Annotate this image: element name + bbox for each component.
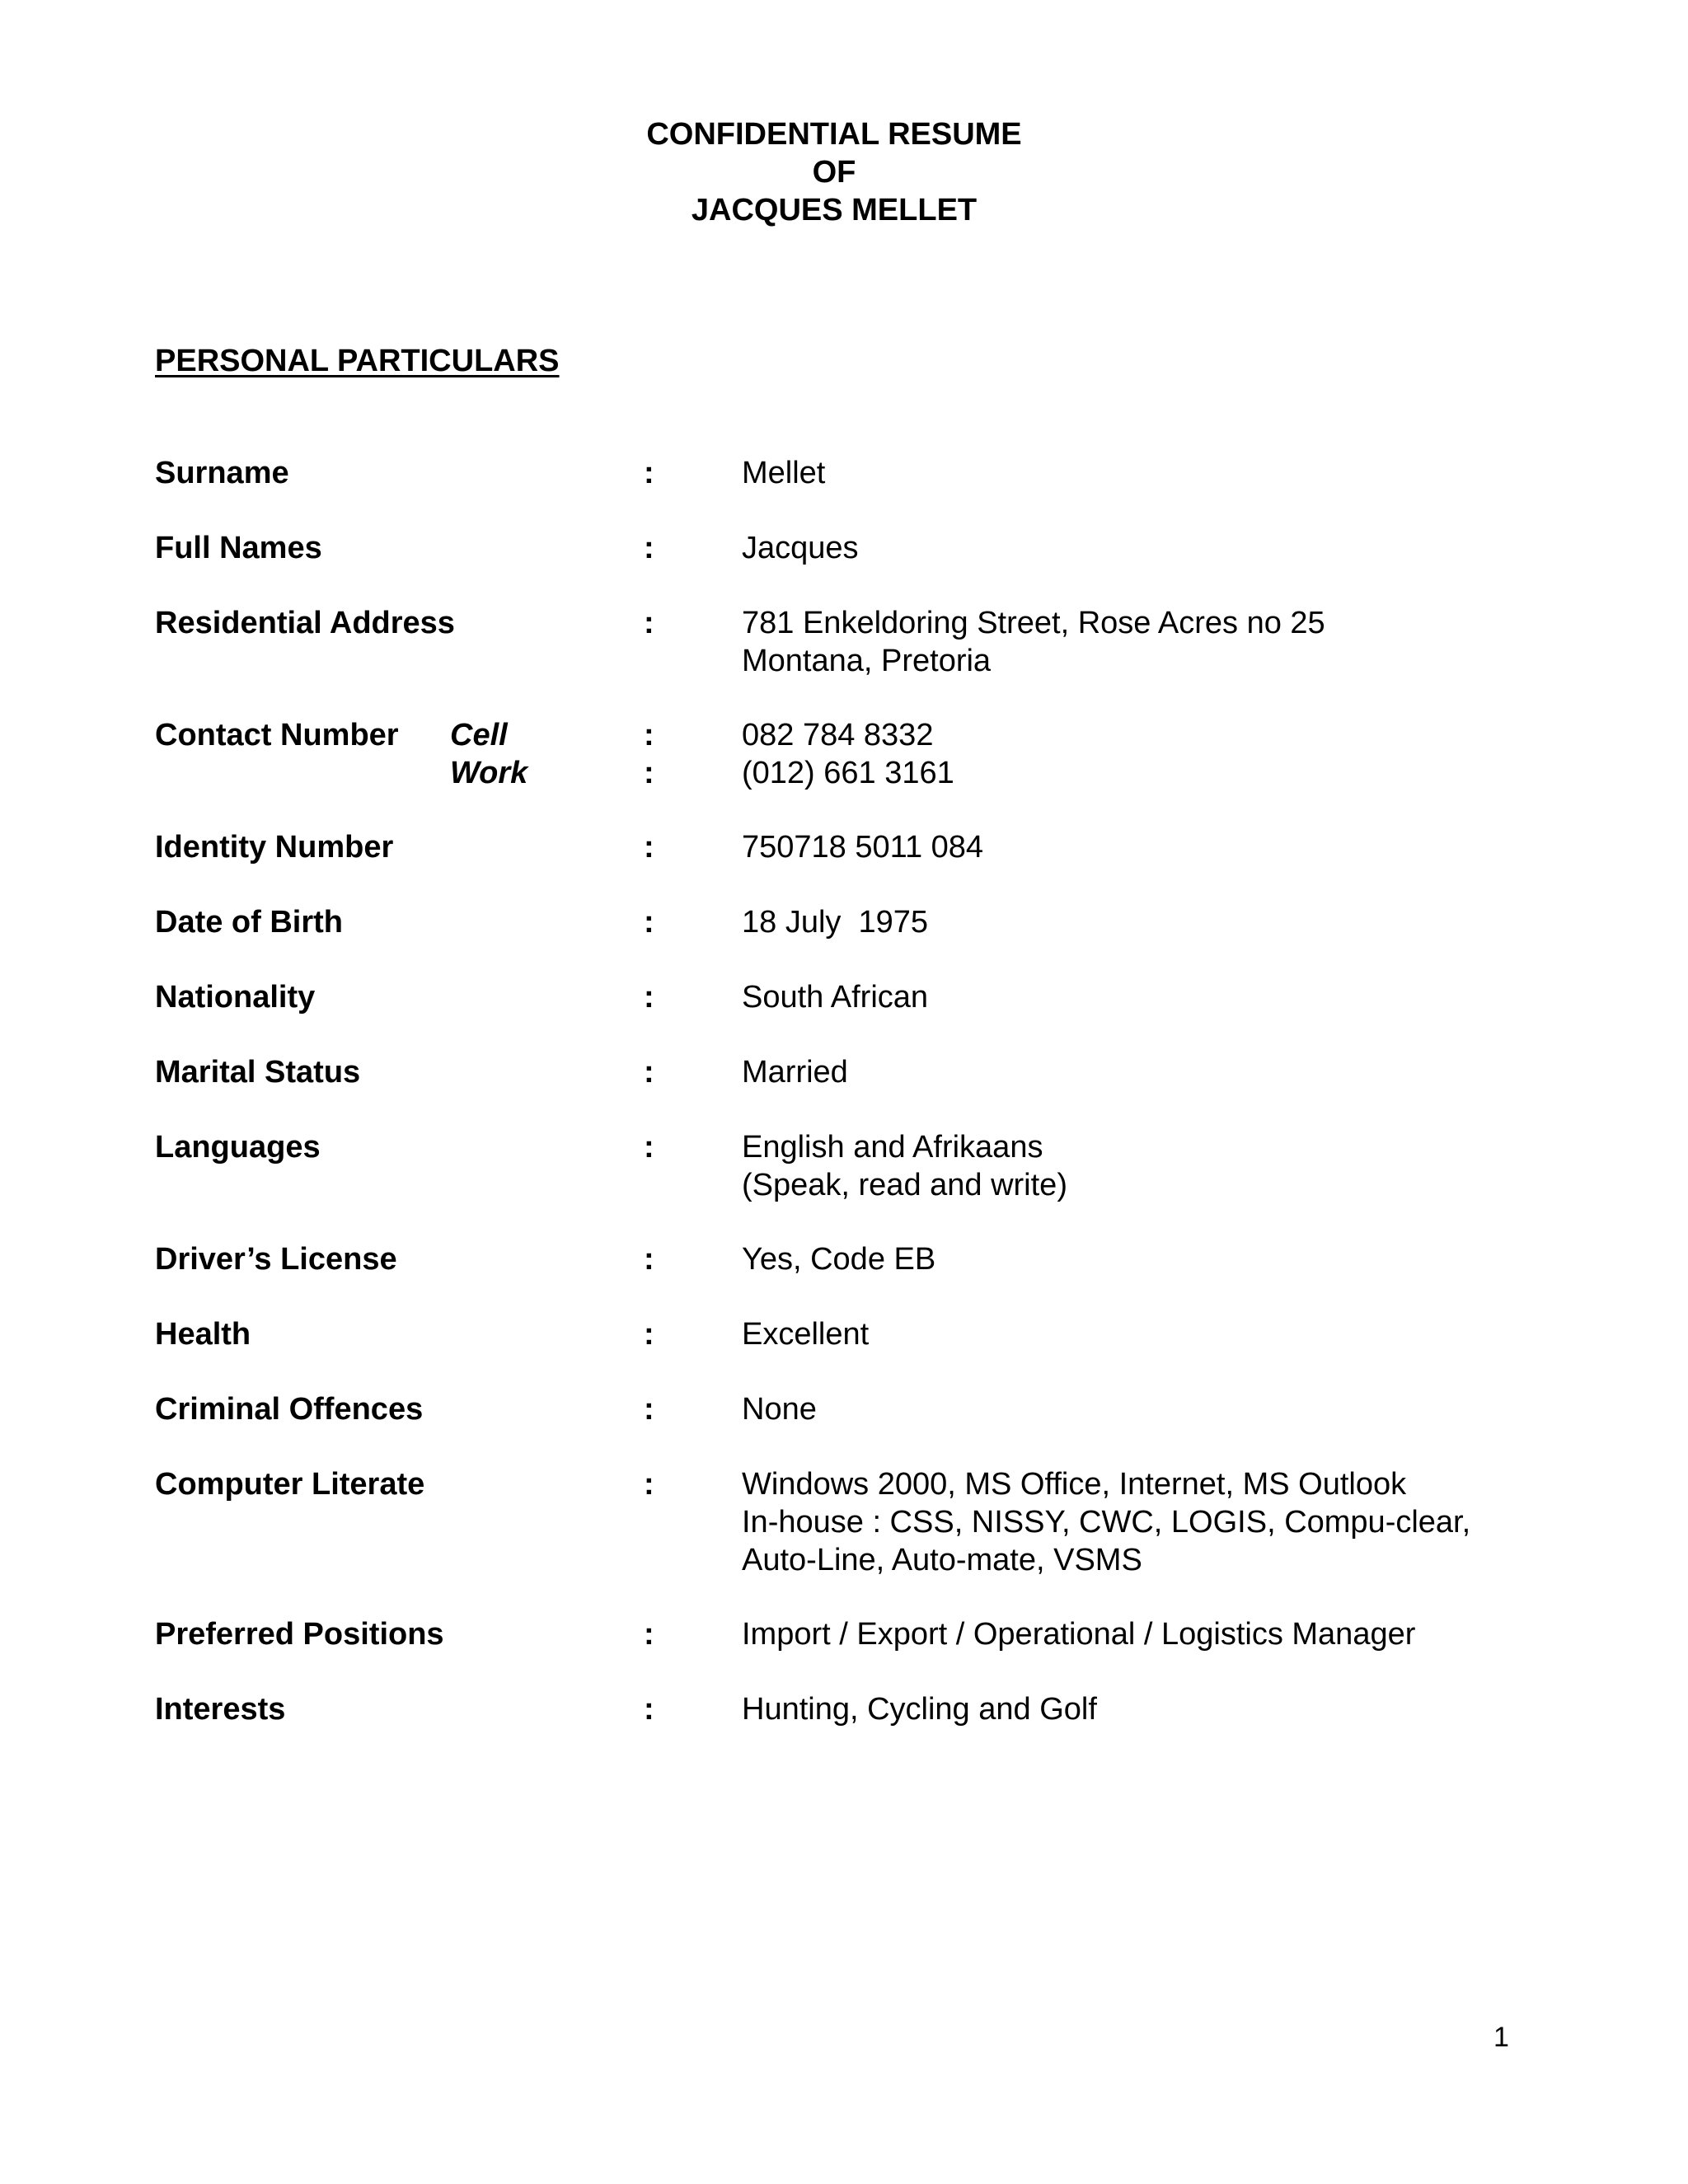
field-colon: : bbox=[644, 830, 654, 865]
field-value: None bbox=[742, 1392, 817, 1427]
field-colon: : bbox=[644, 1392, 654, 1427]
field-colon: : bbox=[644, 1317, 654, 1352]
field-label: Date of Birth bbox=[155, 905, 343, 940]
field-label: Identity Number bbox=[155, 830, 394, 865]
field-label: Residential Address bbox=[155, 606, 455, 640]
field-colon: : bbox=[644, 756, 654, 790]
field-value: Import / Export / Operational / Logistics Manager bbox=[742, 1617, 1416, 1652]
contact-cell-value: 082 784 8332 bbox=[742, 718, 934, 752]
field-colon: : bbox=[644, 980, 654, 1015]
document-title bbox=[0, 115, 1668, 229]
field-label: Nationality bbox=[155, 980, 316, 1015]
field-value-line-2: In-house : CSS, NISSY, CWC, LOGIS, Compu-clear, bbox=[742, 1505, 1471, 1540]
field-value: Mellet bbox=[742, 456, 826, 490]
field-value-line-2: Montana, Pretoria bbox=[742, 644, 992, 678]
field-colon: : bbox=[644, 1242, 654, 1277]
title-line-1: CONFIDENTIAL RESUME bbox=[646, 117, 1022, 152]
field-value-line-1: English and Afrikaans bbox=[742, 1130, 1043, 1165]
field-value-line-2: (Speak, read and write) bbox=[742, 1168, 1067, 1202]
field-label: Surname bbox=[155, 456, 289, 490]
field-colon: : bbox=[644, 1617, 654, 1652]
field-value: 18 July 1975 bbox=[742, 905, 929, 940]
field-colon: : bbox=[644, 1055, 654, 1090]
field-colon: : bbox=[644, 1467, 654, 1502]
field-colon: : bbox=[644, 1692, 654, 1727]
field-label: Health bbox=[155, 1317, 251, 1352]
field-value: South African bbox=[742, 980, 929, 1015]
field-label: Preferred Positions bbox=[155, 1617, 444, 1652]
field-value: Married bbox=[742, 1055, 848, 1090]
field-value-line-3: Auto-Line, Auto-mate, VSMS bbox=[742, 1543, 1142, 1577]
field-colon: : bbox=[644, 718, 654, 752]
field-colon: : bbox=[644, 456, 654, 490]
field-value: 750718 5011 084 bbox=[742, 830, 984, 865]
page-number: 1 bbox=[1493, 2022, 1509, 2053]
field-label: Marital Status bbox=[155, 1055, 361, 1090]
contact-cell-label: Cell bbox=[450, 718, 508, 752]
field-colon: : bbox=[644, 1130, 654, 1165]
field-label: Driver’s License bbox=[155, 1242, 397, 1277]
field-value: Yes, Code EB bbox=[742, 1242, 936, 1277]
field-label: Full Names bbox=[155, 531, 322, 565]
field-value-line-1: Windows 2000, MS Office, Internet, MS Outlook bbox=[742, 1467, 1407, 1502]
field-label: Computer Literate bbox=[155, 1467, 425, 1502]
title-line-3: JACQUES MELLET bbox=[691, 193, 978, 227]
field-label: Languages bbox=[155, 1130, 321, 1165]
field-value: Excellent bbox=[742, 1317, 870, 1352]
field-label: Contact Number bbox=[155, 718, 399, 752]
field-value: Hunting, Cycling and Golf bbox=[742, 1692, 1097, 1727]
field-colon: : bbox=[644, 905, 654, 940]
field-colon: : bbox=[644, 606, 654, 640]
field-label: Criminal Offences bbox=[155, 1392, 424, 1427]
field-label: Interests bbox=[155, 1692, 286, 1727]
title-line-2: OF bbox=[812, 155, 856, 190]
field-value: Jacques bbox=[742, 531, 859, 565]
field-colon: : bbox=[644, 531, 654, 565]
contact-work-label: Work bbox=[450, 756, 528, 790]
section-heading-personal-particulars: PERSONAL PARTICULARS bbox=[155, 344, 560, 378]
field-value-line-1: 781 Enkeldoring Street, Rose Acres no 25 bbox=[742, 606, 1325, 640]
contact-work-value: (012) 661 3161 bbox=[742, 756, 954, 790]
